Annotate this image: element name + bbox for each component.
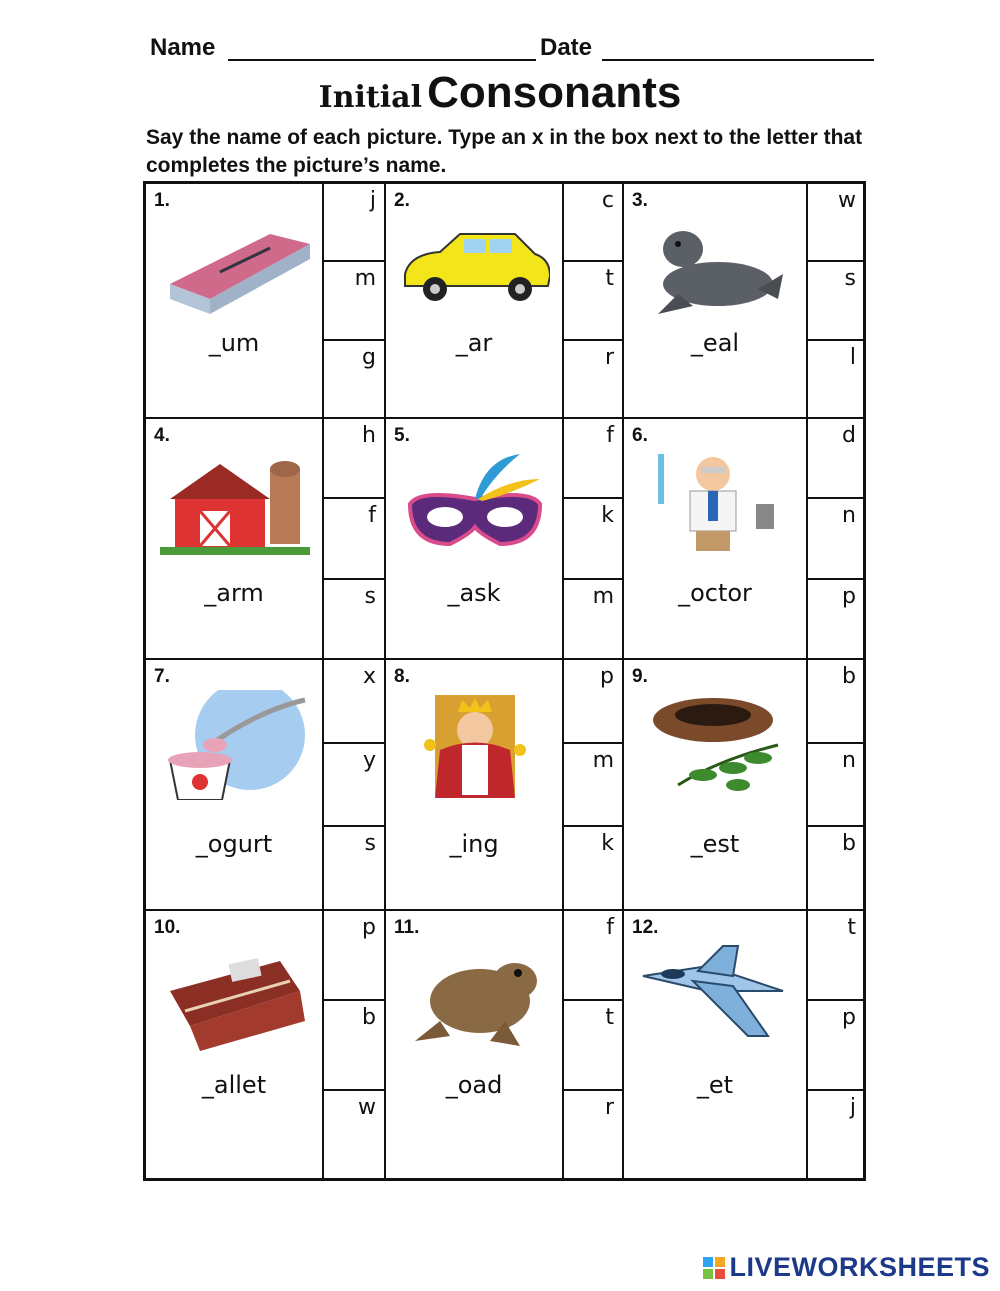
answer-letter: m [354, 266, 376, 292]
toad-icon [400, 941, 550, 1051]
answer-box[interactable] [808, 1091, 866, 1181]
answer-letter: j [369, 188, 376, 213]
word-stem: _oad [445, 1071, 503, 1099]
answer-box[interactable] [808, 660, 866, 744]
word-stem: _ask [447, 579, 501, 607]
answer-letter: y [362, 747, 376, 773]
answer-letter: p [362, 915, 376, 940]
answer-letter: w [358, 1095, 376, 1120]
answer-letter: p [842, 583, 856, 609]
word-stem: _arm [204, 579, 264, 607]
answer-box[interactable] [324, 499, 386, 579]
farm-icon [160, 449, 310, 559]
answer-box[interactable] [324, 341, 386, 419]
answer-letter: p [600, 664, 614, 689]
nest-icon [638, 690, 788, 800]
answer-box[interactable] [564, 827, 624, 911]
answer-letter: r [604, 344, 614, 370]
name-label: Name [150, 34, 216, 61]
answer-letter: n [842, 747, 856, 773]
answer-letter: g [362, 344, 376, 370]
answer-box[interactable] [564, 419, 624, 499]
item-number: 6. [632, 425, 648, 446]
answer-box[interactable] [808, 580, 866, 660]
answer-box[interactable] [324, 827, 386, 911]
answer-box[interactable] [324, 419, 386, 499]
answer-box[interactable] [564, 1091, 624, 1181]
item-number: 3. [632, 190, 648, 211]
answer-letter: m [592, 583, 614, 609]
answer-box[interactable] [808, 341, 866, 419]
name-date-line [150, 34, 880, 64]
answer-box[interactable] [564, 499, 624, 579]
item-number: 9. [632, 666, 648, 687]
answer-letter: j [849, 1095, 856, 1120]
word-stem: _octor [678, 579, 752, 607]
picture-cell [146, 911, 324, 1181]
item-number: 7. [154, 666, 170, 687]
yogurt-icon [160, 690, 310, 800]
answer-box[interactable] [808, 419, 866, 499]
word-stem: _ing [449, 830, 499, 858]
answer-box[interactable] [324, 660, 386, 744]
gum-icon [160, 214, 310, 324]
picture-cell [624, 419, 808, 660]
king-icon [400, 690, 550, 800]
answer-box[interactable] [808, 499, 866, 579]
answer-letter: l [849, 344, 856, 370]
answer-box[interactable] [324, 184, 386, 262]
jet-icon [638, 941, 788, 1051]
answer-letter: h [362, 423, 376, 448]
answer-box[interactable] [564, 1001, 624, 1091]
answer-letter: w [838, 188, 856, 213]
picture-cell [146, 184, 324, 419]
word-stem: _allet [201, 1071, 267, 1099]
brand-mark-icon [703, 1257, 725, 1279]
answer-box[interactable] [324, 911, 386, 1001]
answer-letter: f [606, 915, 614, 940]
answer-letter: m [592, 747, 614, 773]
answer-box[interactable] [564, 911, 624, 1001]
answer-letter: s [364, 831, 376, 857]
picture-cell [386, 419, 564, 660]
answer-box[interactable] [564, 184, 624, 262]
answer-box[interactable] [564, 744, 624, 828]
doctor-icon [638, 449, 788, 559]
instructions: Say the name of each picture. Type an x in the box next to the letter that completes the picture’s name. [146, 126, 863, 177]
picture-cell [624, 184, 808, 419]
answer-letter: f [606, 423, 614, 448]
answer-box[interactable] [324, 1091, 386, 1181]
answer-box[interactable] [564, 262, 624, 340]
item-number: 2. [394, 190, 410, 211]
item-number: 12. [632, 917, 659, 938]
answer-letter: t [605, 266, 614, 292]
answer-box[interactable] [324, 744, 386, 828]
answer-letter: f [368, 503, 376, 529]
answer-letter: k [601, 503, 614, 529]
answer-box[interactable] [324, 1001, 386, 1091]
date-label: Date [540, 34, 593, 61]
answer-letter: r [604, 1095, 614, 1120]
answer-letter: s [844, 266, 856, 292]
brand-name: LIVEWORKSHEETS [729, 1252, 990, 1282]
item-number: 4. [154, 425, 170, 446]
answer-box[interactable] [808, 1001, 866, 1091]
answer-letter: k [601, 831, 614, 857]
answer-box[interactable] [564, 580, 624, 660]
item-number: 8. [394, 666, 410, 687]
word-stem: _eal [690, 329, 740, 357]
answer-box[interactable] [808, 911, 866, 1001]
answer-letter: t [847, 915, 856, 940]
picture-cell [386, 911, 564, 1181]
wallet-icon [160, 941, 310, 1051]
picture-cell [624, 660, 808, 911]
answer-letter: b [362, 1005, 376, 1030]
brand-logo [703, 1252, 990, 1283]
answer-box[interactable] [808, 827, 866, 911]
item-number: 10. [154, 917, 181, 938]
answer-box[interactable] [324, 580, 386, 660]
answer-box[interactable] [808, 184, 866, 262]
picture-cell [146, 660, 324, 911]
answer-letter: c [601, 188, 614, 213]
answer-box[interactable] [808, 262, 866, 340]
answer-letter: p [842, 1005, 856, 1030]
answer-letter: x [362, 664, 376, 689]
answer-letter: b [842, 831, 856, 857]
title-part-consonants: Consonants [427, 68, 682, 117]
picture-cell [146, 419, 324, 660]
page-title [0, 68, 1000, 118]
word-stem: _ar [455, 329, 493, 357]
title-part-initial: Initial [318, 80, 422, 115]
picture-cell [386, 660, 564, 911]
word-stem: _um [208, 329, 260, 357]
date-field[interactable] [602, 59, 874, 61]
item-number: 5. [394, 425, 410, 446]
answer-letter: b [842, 664, 856, 689]
picture-cell [386, 184, 564, 419]
word-stem: _ogurt [195, 830, 273, 858]
answer-box[interactable] [808, 744, 866, 828]
answer-letter: s [364, 583, 376, 609]
word-stem: _et [696, 1071, 734, 1099]
item-number: 1. [154, 190, 170, 211]
answer-letter: d [842, 423, 856, 448]
picture-cell [624, 911, 808, 1181]
name-field[interactable] [228, 59, 536, 61]
answer-box[interactable] [324, 262, 386, 340]
worksheet-grid [143, 181, 866, 1181]
car-icon [400, 214, 550, 324]
answer-letter: t [605, 1005, 614, 1030]
item-number: 11. [394, 917, 420, 938]
word-stem: _est [690, 830, 740, 858]
answer-box[interactable] [564, 660, 624, 744]
answer-letter: n [842, 503, 856, 529]
seal-icon [638, 214, 788, 324]
answer-box[interactable] [564, 341, 624, 419]
mask-icon [400, 449, 550, 559]
